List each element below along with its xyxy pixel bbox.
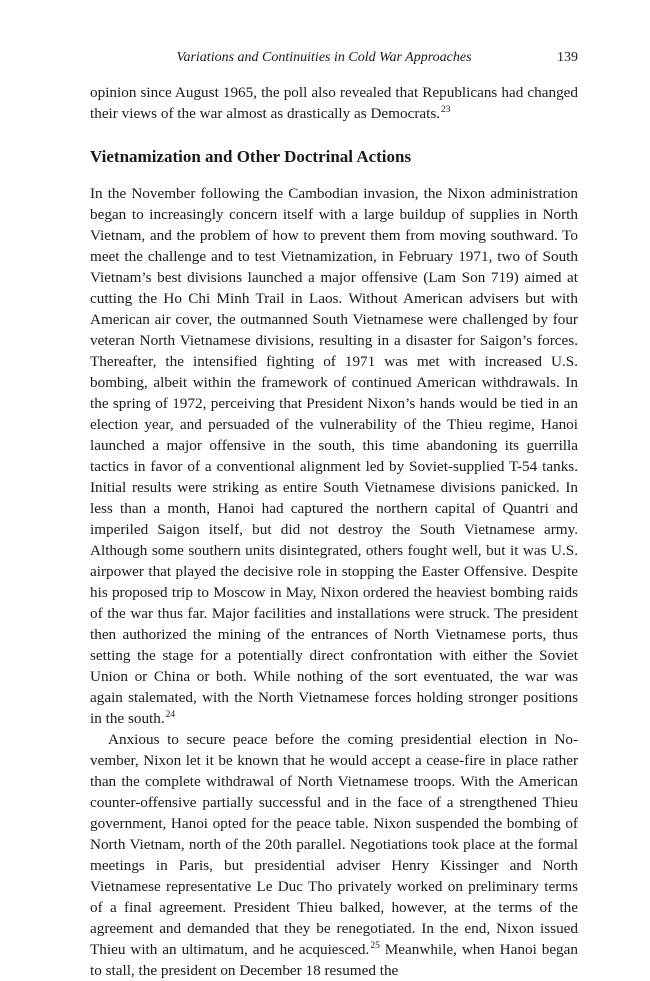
running-title: Variations and Continuities in Cold War Approaches [176, 50, 472, 65]
footnote-marker-23: 23 [441, 105, 451, 115]
intro-paragraph [90, 82, 578, 124]
body-paragraph-2-continuation: Meanwhile, when Hanoi began to stall, the president on December 18 resumed the [90, 941, 578, 979]
body-paragraph-2-text: Anxious to secure peace before the coming presidential election in November, Nixon let it be known that he would accept a cease-fire in place rather than the complete withdrawal of North Vietnamese troops. With the American counter-offensive partially successful and in the face of a strengthened Thieu government, Hanoi opted for the peace table. Nixon suspended the bombing of North Vietnam, north of the 20th parallel. Negotiations took place at the formal meetings in Paris, but presidential adviser Henry Kissinger and North Vietnamese representative Le Duc Tho privately worked on preliminary terms of a final agreement. President Thieu balked, however, at the terms of the agreement and demanded that they be renegotiated. In the end, Nixon issued Thieu with an ultimatum, and he acquiesced. [90, 731, 578, 958]
footnote-marker-24: 24 [165, 710, 176, 720]
intro-paragraph-text: opinion since August 1965, the poll also revealed that Republicans had changed their views of the war almost as drastically as Democrats. [90, 84, 578, 122]
body-paragraph-2 [90, 729, 578, 981]
running-head [90, 50, 578, 72]
section-heading: Vietnamization and Other Doctrinal Actions [90, 147, 412, 166]
body-paragraph-1-text: In the November following the Cambodian invasion, the Nixon administration began to increasingly concern itself with a large buildup of supplies in North Vietnam, and the problem of how to prevent them from moving southward. To meet the challenge and to test Vietnamization, in February 1971, two of South Vietnam’s best divisions launched a major offensive (Lam Son 719) aimed at cutting the Ho Chi Minh Trail in Laos. Without American advisers but with American air cover, the outmanned South Vietnamese were challenged by four veteran North Vietnamese divisions, resulting in a disaster for Saigon’s forces. Thereafter, the intensified fighting of 1971 was met with increased U.S. bombing, albeit within the framework of continued American withdrawals. In the spring of 1972, perceiving that President Nixon’s hands would be tied in an election year, and persuaded of the vulnerability of the Thieu regime, Hanoi launched a major offensive in the south, this time abandoning its guerrilla tactics in favor of a conventional alignment led by Soviet-supplied T-54 tanks. Initial results were striking as entire South Vietnamese divisions panicked. In less than a month, Hanoi had captured the northern capital of Quantri and imperiled Saigon itself, but did not destroy the South Vietnamese army. Although some southern units disintegrated, others fought well, but it was U.S. airpower that played the decisive role in stopping the Easter Offensive. Despite his proposed trip to Moscow in May, Nixon ordered the heaviest bombing raids of the war thus far. Major facilities and installations were struck. The president then authorized the mining of the entrances of North Vietnamese ports, thus setting the stage for a potentially direct confrontation with either the Soviet Union or China or both. While nothing of the sort eventuated, the war was again stalemated, with the North Vietnamese forces holding stronger positions in the south. [90, 185, 578, 727]
page-number: 139 [557, 50, 578, 65]
footnote-marker-25: 25 [370, 941, 380, 951]
book-page [90, 50, 578, 981]
body-paragraph-1 [90, 183, 578, 729]
